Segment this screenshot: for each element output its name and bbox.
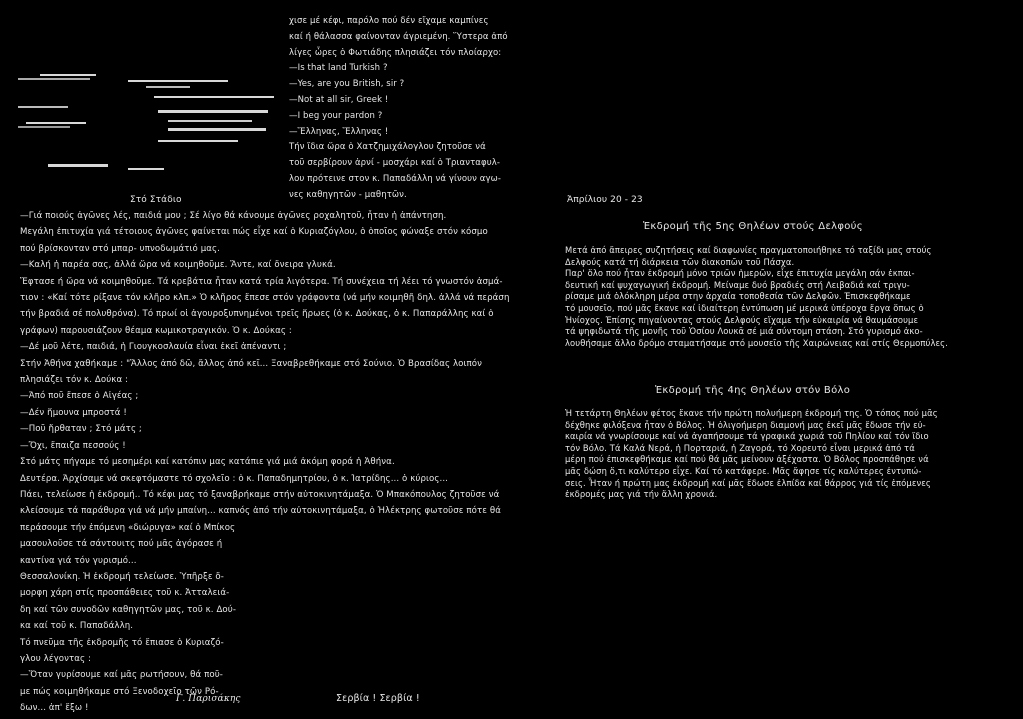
text-line: Δελφούς κατά τή διάρκεια τῶν διακοπῶν τοῦ Πάσχα.	[565, 256, 795, 267]
text-line: τό μουσεῖο, πού μᾶς ἔκανε καί ἰδιαίτερη ἐντύπωση μέ μερικά ὑπέροχα ἔργα ὅπως ὁ	[565, 302, 924, 313]
text-line: τιον : «Καί τότε ρίξανε τόν κλῆρο κλπ.» Ὁ κλῆρος ἔπεσε στόν γράφοντα (νά μήν κοιμηθῆ δηλ. ἀλλά νά περάση	[20, 293, 510, 304]
text-line: μᾶς δώση ὅ,τι καλύτερο εἶχε. Καί τό κατάφερε. Μᾶς ἄφησε τίς καλύτερες ἐντυπώ-	[565, 465, 922, 476]
section-body-delphi	[565, 245, 948, 349]
article-ending: Σερβία ! Σερβία !	[336, 693, 420, 704]
text-line: —Καλή ἡ παρέα σας, ἀλλά ὥρα νά κοιμηθοῦμε. Ἄντε, καί ὄνειρα γλυκά.	[20, 260, 336, 271]
text-line: —Is that land Turkish ?	[289, 63, 388, 74]
text-line: τοῦ σερβίρουν ἀρνί - μοσχάρι καί ὁ Τριανταφυλ-	[289, 158, 501, 169]
text-line: Δευτέρα. Ἀρχίσαμε νά σκεφτόμαστε τό σχολεῖο : ὁ κ. Παπαδημητρίου, ὁ κ. Ἰατρίδης... ὁ κύριος...	[20, 473, 449, 484]
text-line: περάσουμε τήν ἑπόμενη «διώρυγα» καί ὁ Μπίκος	[20, 522, 236, 533]
text-line: —Ὅταν γυρίσουμε καί μᾶς ρωτήσουν, θά ποῦ-	[20, 670, 223, 681]
text-line: μασουλοῦσε τά σάντουιτς πού μᾶς ἀγόρασε ή	[20, 539, 223, 550]
text-line: καντίνα γιά τόν γυρισμό...	[20, 555, 137, 566]
text-line: Πάει, τελείωσε ἡ ἐκδρομή.. Τό κέφι μας τό ξαναβρήκαμε στήν αὐτοκινητάμαξα. Ὁ Μπακόπουλος ζητοῦσε νά	[20, 489, 500, 500]
text-line: —Γιά ποιούς ἀγῶνες λές, παιδιά μου ; Σέ λίγο θά κάνουμε ἀγῶνες ροχαλητοῦ, ἦταν ἡ ἀπάντηση.	[20, 211, 447, 221]
text-line: τήν βραδιά σέ πολυθρόνα). Τό πρωί οἱ ἀγουροξυπνημένοι τρεῖς ἥρωες (ὁ κ. Δούκας, ὁ κ. Παπαράλλης καί ὁ	[20, 309, 494, 320]
text-line: —Ἀπό ποῦ ἔπεσε ὁ Αἰγέας ;	[20, 391, 139, 402]
text-line: —Δέ μοῦ λέτε, παιδιά, ἡ Γιουγκοσλαυία εἶναι ἐκεῖ ἀπέναντι ;	[20, 342, 287, 353]
text-line: τόν Βόλο. Τά Καλά Νερά, ἡ Πορταριά, ἡ Ζαγορά, τό Χορευτό εἶναι μερικά ἀπό τά	[565, 442, 915, 453]
text-line: δευτική καί ψυχαγωγική ἐκδρομή. Μείναμε δυό βραδιές στή Λειβαδιά καί τριγυ-	[565, 279, 910, 290]
text-line: λου πρότεινε στον κ. Παπαδάλλη νά γίνουν αγω-	[289, 173, 502, 184]
author-signature: Γ. Παρισάκης	[176, 694, 241, 704]
text-line: Τό πνεῦμα τῆς ἐκδρομῆς τό ἔπιασε ὁ Κυριαζό-	[20, 637, 224, 648]
text-line: Ἡ τετάρτη Θηλέων φέτος ἔκανε τήν πρώτη πολυήμερη ἐκδρομή της. Ὁ τόπος πού μᾶς	[565, 408, 938, 418]
text-line: δέχθηκε φιλόξενα ἦταν ὁ Βόλος. Ἡ ὀλιγοήμερη διαμονή μας ἐκεῖ μᾶς ἔδωσε τήν εὐ-	[565, 419, 926, 430]
text-line: —Yes, are you British, sir ?	[289, 79, 405, 90]
text-line: κλείσουμε τά παράθυρα γιά νά μήν μπαίνη... καπνός ἀπό τήν αὐτοκινητάμαξα, ὁ Ἠλέκτρης φωτοῦσε πότε θά	[20, 506, 501, 517]
text-line: μορφη χάρη στίς προσπάθειες τοῦ κ. Ἀτταλειά-	[20, 588, 230, 599]
text-line: λίγες ὧρες ὁ Φωτιάδης πλησιάζει τόν πλοίαρχο:	[289, 47, 502, 58]
text-line: σεις. Ἦταν ή πρώτη μας ἐκδρομή καί μᾶς ἔδωσε ἐλπίδα καί θάρρος γιά τίς ἑπόμενες	[565, 477, 931, 488]
stadium-photo	[18, 60, 258, 188]
text-line: τά ψηφιδωτά τῆς μονῆς τοῦ Ὁσίου Λουκᾶ σέ μιά σύντομη στάση. Στό γυρισμό ἀκο-	[565, 326, 923, 337]
text-line: —Ὄχι, ἔπαιζα πεσσούς !	[20, 440, 126, 451]
text-line: —Ἕλληνας, Ἕλληνας !	[289, 126, 389, 137]
top-column	[289, 14, 508, 204]
text-line: δη καί τῶν συνοδῶν καθηγητῶν μας, τοῦ κ. Δού-	[20, 604, 237, 615]
text-line: ἐκδρομές μας γιά τήν ἄλλη χρονιά.	[565, 489, 718, 500]
text-line: —Not at all sir, Greek !	[289, 94, 389, 105]
text-line: —Δέν ἥμουνα μπροστά !	[20, 407, 127, 418]
text-line: —Ποῦ ἤρθαταν ; Στό μάτς ;	[20, 424, 142, 435]
text-line: γράφων) παρουσιάζουν θέαμα κωμικοτραγικόν. Ὁ κ. Δούκας :	[20, 325, 292, 336]
text-line: κα καί τοῦ κ. Παπαδάλλη.	[20, 621, 134, 632]
section-title-delphi: Ἐκδρομή τῆς 5ης Θηλέων στούς Δελφούς	[643, 221, 863, 232]
text-line: μέρη πού ἐπισκεφθήκαμε καί πού θά μᾶς μείνουν ἀξέχαστα. Ὁ Βόλος προσπάθησε νά	[565, 454, 929, 465]
text-line: γλου λέγοντας :	[20, 653, 92, 664]
text-line: χισε μέ κέφι, παρόλο πού δέν εἴχαμε καμπίνες	[289, 16, 489, 26]
text-line: πλησιάζει τόν κ. Δούκα :	[20, 375, 129, 386]
text-line: πού βρίσκονταν στό μπαρ- υπνοδωμάτιό μας.	[20, 243, 220, 254]
text-line: Στήν Ἀθήνα χαθήκαμε : "Ἄλλος ἀπό δῶ, ἄλλος ἀπό κεῖ... Ξαναβρεθήκαμε στό Σούνιο. Ὁ Βρασίδας λοιπόν	[20, 358, 483, 369]
text-line: Παρ' ὅλο πού ἦταν ἐκδρομή μόνο τριῶν ἡμερῶν, εἶχε ἐπιτυχία μεγάλη σάν ἐκπαι-	[565, 268, 915, 279]
text-line: καί ή θάλασσα φαίνονταν άγριεμένη. Ὕστερα ἀπό	[289, 31, 508, 42]
text-line: Τήν ἴδια ὥρα ὁ Χατζημιχάλογλου ζητοῦσε νά	[289, 142, 486, 153]
text-line: δων... ἀπ' ἔξω !	[20, 703, 89, 714]
section-title-volos: Ἐκδρομή τῆς 4ης Θηλέων στόν Βόλο	[655, 385, 851, 396]
text-line: νες καθηγητῶν - μαθητῶν.	[289, 189, 407, 200]
main-article	[20, 208, 510, 717]
text-line: —I beg your pardon ?	[289, 110, 383, 121]
text-line: Μετά ἀπό ἄπειρες συζητήσεις καί διαφωνίες πραγματοποιήθηκε τό ταξίδι μας στούς	[565, 245, 932, 255]
text-line: με πώς κοιμηθήκαμε στό Ξενοδοχεῖο τῶν Ρό-	[20, 686, 219, 697]
section-body-volos	[565, 408, 938, 501]
text-line: Ἔφτασε ή ὥρα νά κοιμηθοῦμε. Τά κρεβάτια ἦταν κατά τρία λιγότερα. Τή συνέχεια τή λέει τό γνωστόν ἀσμά-	[20, 276, 503, 287]
text-line: ρίσαμε μιά ὁλόκληρη μέρα στην ἀρχαία τοποθεσία τῶν Δελφῶν. Ἐπισκεφθήκαμε	[565, 291, 911, 302]
text-line: Μεγάλη ἐπιτυχία γιά τέτοιους ἀγῶνες φαίνεται πώς εἶχε καί ὁ Κυριαζόγλου, ὁ ὁποῖος φώναξε στόν κόσμο	[20, 227, 488, 238]
text-line: καιρία νά γνωρίσουμε καί νά ἀγαπήσουμε τά γραφικά χωριά τοῦ Πηλίου καί τόν ἴδιο	[565, 431, 929, 442]
photo-caption: Στό Στάδιο	[130, 195, 182, 205]
text-line: Ἡνίοχος. Ἐπίσης πηγαίνοντας στούς Δελφούς εἴχαμε τήν εὐκαιρία νά θαυμάσουμε	[565, 314, 919, 325]
date-label: Ἀπρίλιου 20 - 23	[567, 195, 643, 205]
text-line: Θεσσαλονίκη. Ἡ ἐκδρομή τελείωσε. Ὑπῆρξε ὄ-	[20, 571, 224, 582]
text-line: λουθήσαμε ἄλλο δρόμο σταματήσαμε στό μουσεῖο τῆς Χαιρώνειας καί στίς Θερμοπύλες.	[565, 337, 948, 348]
text-line: Στό μάτς πήγαμε τό μεσημέρι καί κατόπιν μας κατάπιε γιά μιά ἀκόμη φορά ἡ Ἀθήνα.	[20, 457, 395, 468]
